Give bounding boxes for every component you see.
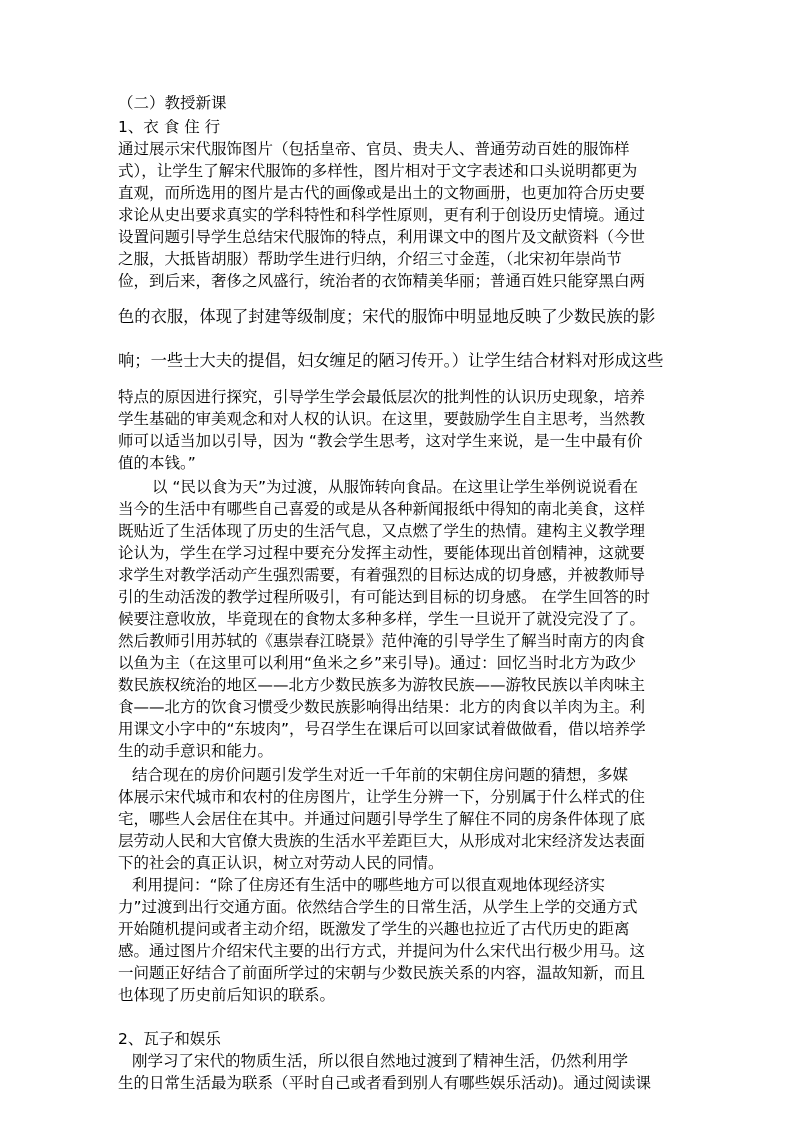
paragraph-line: 学生基础的审美观念和对人权的认识。在这里，要鼓励学生自主思考，当然教 <box>118 410 646 428</box>
paragraph-line: 宅，哪些人会居住在其中。并通过问题引导学生了解住不同的房条件体现了底 <box>118 810 646 828</box>
paragraph-line: 既贴近了生活体现了历史的生活气息，又点燃了学生的热情。建构主义教学理 <box>118 522 646 540</box>
paragraph-line: 食——北方的饮食习惯受少数民族影响得出结果：北方的肉食以羊肉为主。利 <box>118 698 646 716</box>
paragraph-line: 也体现了历史前后知识的联系。 <box>118 986 336 1004</box>
paragraph-line: 以 “民以食为天”为过渡，从服饰转向食品。在这里让学生举例说说看在 <box>152 478 638 496</box>
paragraph-line: 当今的生活中有哪些自己喜爱的或是从各种新闻报纸中得知的南北美食，这样 <box>118 500 646 518</box>
paragraph-line: 候要注意收放，毕竟现在的食物太多种多样，学生一旦说开了就没完没了了。 <box>118 610 646 628</box>
paragraph-line: 利用提问：“除了住房还有生活中的哪些地方可以很直观地体现经济实 <box>132 876 606 894</box>
subsection-title-1: 1、衣 食 住 行 <box>118 118 221 136</box>
paragraph-line: 数民族权统治的地区——北方少数民族多为游牧民族——游牧民族以羊肉味主 <box>118 676 646 694</box>
paragraph-line: 然后教师引用苏轼的《惠崇春江晓景》范仲淹的引导学生了解当时南方的肉食 <box>118 632 646 650</box>
paragraph-line: 以鱼为主（在这里可以利用“鱼米之乡”来引导)。通过：回忆当时北方为政少 <box>118 654 637 672</box>
paragraph-line: 求论从史出要求真实的学科特性和科学性原则，更有利于创设历史情境。通过 <box>118 206 646 224</box>
paragraph-line: 值的本钱。” <box>118 454 196 472</box>
paragraph-line: 俭，到后来，奢侈之风盛行，统治者的衣饰精美华丽；普通百姓只能穿黑白两 <box>118 272 646 290</box>
paragraph-line: 特点的原因进行探究，引导学生学会最低层次的批判性的认识历史现象，培养 <box>118 388 646 406</box>
paragraph-line: 色的衣服，体现了封建等级制度；宋代的服饰中明显地反映了少数民族的影 <box>118 307 656 326</box>
paragraph-line: 通过展示宋代服饰图片（包括皇帝、官员、贵夫人、普通劳动百姓的服饰样 <box>118 140 630 158</box>
paragraph-line: 下的社会的真正认识，树立对劳动人民的同情。 <box>118 854 444 872</box>
paragraph-line: 师可以适当加以引导，因为 “教会学生思考，这对学生来说，是一生中最有价 <box>118 432 643 450</box>
paragraph-line: 感。通过图片介绍宋代主要的出行方式，并提问为什么宋代出行极少用马。这 <box>118 942 646 960</box>
subsection-title-2: 2、瓦子和娱乐 <box>118 1030 221 1048</box>
paragraph-line: 求学生对教学活动产生强烈需要，有着强烈的目标达成的切身感，并被教师导 <box>118 566 646 584</box>
paragraph-line: 式），让学生了解宋代服饰的多样性，图片相对于文字表述和口头说明都更为 <box>118 162 638 180</box>
paragraph-line: 生的日常生活最为联系（平时自己或者看到别人有哪些娱乐活动)。通过阅读课 <box>118 1074 652 1092</box>
paragraph-line: 用课文小字中的“东坡肉”，号召学生在课后可以回家试着做做看，借以培养学 <box>118 720 646 738</box>
paragraph-line: 力”过渡到出行交通方面。依然结合学生的日常生活，从学生上学的交通方式 <box>118 898 638 916</box>
section-heading: （二）教授新课 <box>118 94 227 112</box>
paragraph-line: 之服，大抵皆胡服）帮助学生进行归纳，介绍三寸金莲，（北宋初年崇尚节 <box>118 250 622 268</box>
paragraph-line: 生的动手意识和能力。 <box>118 742 274 760</box>
paragraph-line: 开始随机提问或者主动介绍，既激发了学生的兴趣也拉近了古代历史的距离 <box>118 920 630 938</box>
paragraph-line: 论认为，学生在学习过程中要充分发挥主动性，要能体现出首创精神，这就要 <box>118 544 646 562</box>
paragraph-line: 直观，而所选用的图片是古代的画像或是出土的文物画册，也更加符合历史要 <box>118 184 646 202</box>
paragraph-line: 结合现在的房价问题引发学生对近一千年前的宋朝住房问题的猜想，多媒 <box>132 766 629 784</box>
paragraph-line: 层劳动人民和大官僚大贵族的生活水平差距巨大，从形成对北宋经济发达表面 <box>118 832 646 850</box>
paragraph-line: 响；一些士大夫的提倡，妇女缠足的陋习传开。）让学生结合材料对形成这些 <box>118 351 664 370</box>
paragraph-line: 一问题正好结合了前面所学过的宋朝与少数民族关系的内容，温故知新，而且 <box>118 964 646 982</box>
paragraph-line: 体展示宋代城市和农村的住房图片，让学生分辨一下，分别属于什么样式的住 <box>118 788 646 806</box>
paragraph-line: 引的生动活泼的教学过程所吸引，有可能达到目标的切身感。 在学生回答的时 <box>118 588 650 606</box>
paragraph-line: 设置问题引导学生总结宋代服饰的特点，利用课文中的图片及文献资料（今世 <box>118 228 646 246</box>
paragraph-line: 刚学习了宋代的物质生活，所以很自然地过渡到了精神生活，仍然利用学 <box>132 1052 629 1070</box>
